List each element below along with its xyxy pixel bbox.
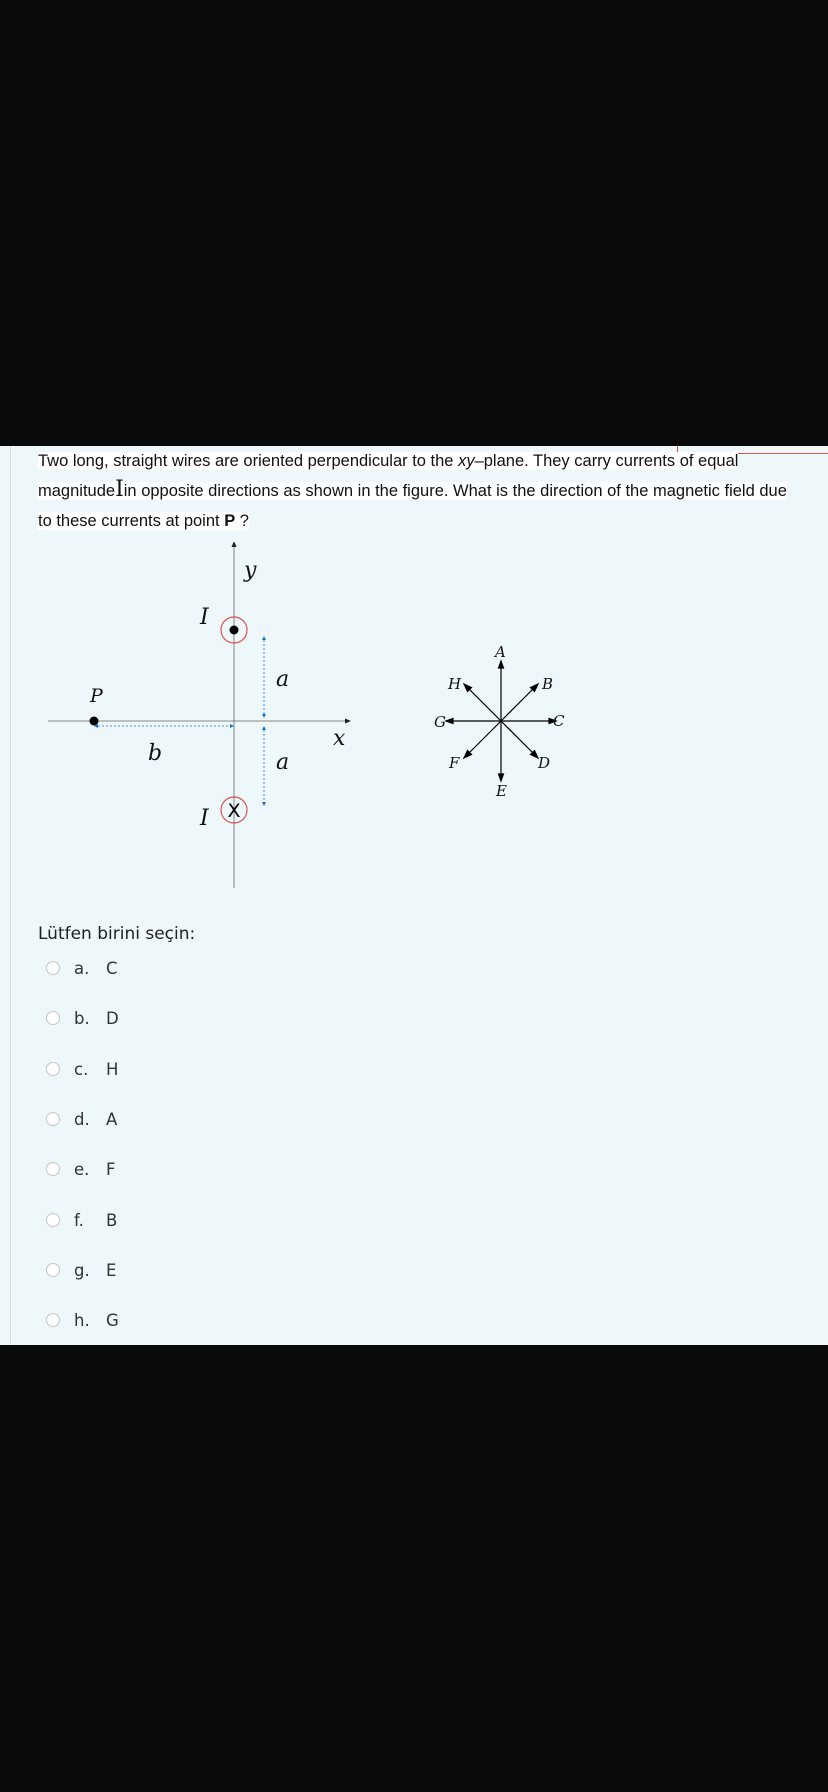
option-value-b: D bbox=[106, 1008, 119, 1028]
question-panel bbox=[0, 446, 828, 1345]
compass-label-h: H bbox=[448, 675, 462, 693]
answer-prompt: Lütfen birini seçin: bbox=[38, 924, 196, 944]
option-value-d: A bbox=[106, 1109, 118, 1129]
question-point-p: P bbox=[224, 512, 236, 530]
radio-h[interactable] bbox=[46, 1313, 60, 1327]
option-letter-g: g. bbox=[74, 1260, 90, 1280]
option-e[interactable] bbox=[46, 1157, 116, 1181]
compass-label-c: C bbox=[553, 712, 565, 730]
option-value-h: G bbox=[106, 1310, 119, 1330]
option-letter-d: d. bbox=[74, 1109, 90, 1129]
distance-a-bottom: a bbox=[276, 750, 290, 775]
distance-a-top: a bbox=[276, 667, 290, 692]
question-line3a: to these currents at point bbox=[38, 512, 225, 530]
option-value-g: E bbox=[106, 1260, 117, 1280]
dim-a-bottom-arrow2 bbox=[262, 802, 266, 806]
option-letter-f: f. bbox=[74, 1210, 84, 1230]
option-b[interactable] bbox=[46, 1006, 119, 1030]
question-line1b: –plane. They carry currents of equal bbox=[474, 452, 739, 470]
y-axis-label: y bbox=[244, 558, 257, 583]
compass-label-f: F bbox=[449, 754, 460, 772]
question-line2a: magnitude bbox=[38, 482, 116, 500]
question-text bbox=[38, 446, 820, 536]
radio-f[interactable] bbox=[46, 1213, 60, 1227]
point-p-label: P bbox=[90, 685, 103, 707]
radio-e[interactable] bbox=[46, 1162, 60, 1176]
option-h[interactable] bbox=[46, 1308, 119, 1332]
radio-g[interactable] bbox=[46, 1263, 60, 1277]
question-xy: xy bbox=[458, 452, 475, 470]
radio-a[interactable] bbox=[46, 961, 60, 975]
option-g[interactable] bbox=[46, 1258, 116, 1282]
option-letter-c: c. bbox=[74, 1059, 89, 1079]
option-a[interactable] bbox=[46, 956, 118, 980]
wire-into-x-symbol: X bbox=[227, 800, 241, 822]
question-line2b: in opposite directions as shown in the figure. What is the direction of the magnetic field due bbox=[123, 482, 787, 500]
y-axis-arrow bbox=[232, 542, 237, 547]
radio-b[interactable] bbox=[46, 1011, 60, 1025]
point-p bbox=[90, 717, 99, 726]
compass-label-a: A bbox=[495, 643, 506, 661]
compass-label-d: D bbox=[538, 754, 551, 772]
panel-left-border bbox=[10, 446, 11, 1345]
question-current-symbol: I bbox=[115, 477, 124, 502]
option-value-a: C bbox=[106, 958, 118, 978]
radio-c[interactable] bbox=[46, 1062, 60, 1076]
dim-b-arrow2 bbox=[230, 724, 234, 728]
current-label-top: I bbox=[200, 605, 209, 630]
question-line3b: ? bbox=[235, 512, 249, 530]
radio-d[interactable] bbox=[46, 1112, 60, 1126]
compass-label-b: B bbox=[542, 675, 554, 693]
compass-label-e: E bbox=[496, 782, 507, 800]
dim-a-top-arrow2 bbox=[262, 714, 266, 718]
option-f[interactable] bbox=[46, 1208, 117, 1232]
option-letter-e: e. bbox=[74, 1159, 90, 1179]
wire-figure bbox=[38, 542, 598, 902]
dim-a-top-arrow1 bbox=[262, 636, 266, 640]
current-label-bottom: I bbox=[200, 806, 209, 831]
option-d[interactable] bbox=[46, 1107, 117, 1131]
option-letter-a: a. bbox=[74, 958, 90, 978]
option-value-e: F bbox=[106, 1159, 116, 1179]
wire-out-dot bbox=[230, 626, 239, 635]
x-axis-label: x bbox=[333, 726, 346, 751]
x-axis-arrow bbox=[345, 719, 351, 724]
option-value-f: B bbox=[106, 1210, 118, 1230]
question-line1a: Two long, straight wires are oriented perpendicular to the bbox=[38, 452, 459, 470]
option-letter-h: h. bbox=[74, 1310, 90, 1330]
distance-b: b bbox=[148, 741, 163, 766]
option-value-c: H bbox=[106, 1059, 119, 1079]
option-c[interactable] bbox=[46, 1057, 118, 1081]
dim-a-bottom-arrow1 bbox=[262, 726, 266, 730]
option-letter-b: b. bbox=[74, 1008, 90, 1028]
compass-label-g: G bbox=[434, 713, 446, 731]
